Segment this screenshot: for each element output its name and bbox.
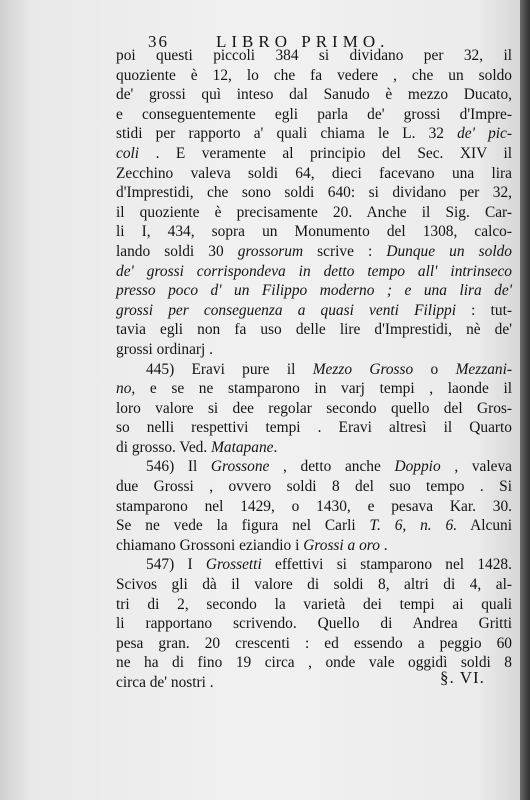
text-span: grossi ordinarj .: [116, 340, 214, 358]
italic-text: Mezzani-: [455, 360, 512, 378]
text-line: [116, 555, 512, 575]
text-span: lando soldi 30: [116, 242, 238, 260]
text-span: Se ne vede la figura nel Carli: [116, 517, 370, 535]
text-line: [116, 575, 512, 595]
text-line: [116, 360, 512, 380]
text-line: [116, 516, 512, 536]
text-span: de' grossi quì inteso dal Sanudo è mezzo Ducato,: [116, 86, 512, 104]
italic-text: no: [116, 380, 132, 398]
text-span: 445) Eravi pure il: [146, 360, 313, 378]
text-span: so nelli respettivi tempi . Eravi altresì il Quarto: [116, 419, 512, 437]
text-span: pesa gran. 20 crescenti : ed essendo a peggio 60: [116, 634, 512, 652]
text-span: stidi per rapporto a' quali chiama le L. 32: [116, 125, 458, 143]
italic-text: grossorum: [237, 242, 304, 260]
text-line: [116, 614, 512, 634]
text-span: tavia egli non fa uso delle lire d'Imprestidi, nè de': [116, 321, 512, 339]
text-span: ne ha di fino 19 circa , onde vale oggidì soldi 8: [116, 654, 512, 672]
text-span: e conseguentemente egli parla de' grossi d'Impre-: [116, 105, 512, 123]
italic-text: presso poco d' un Filippo moderno ; e una lira de': [116, 282, 512, 300]
text-line: [116, 438, 512, 458]
catchword: §. VI.: [440, 668, 485, 687]
text-span: . E veramente al principio del Sec. XIV il: [139, 144, 512, 162]
text-span: , detto anche: [269, 458, 395, 476]
italic-text: coli: [116, 144, 140, 162]
text-line: [116, 320, 512, 340]
page-edge-shadow: [520, 0, 530, 800]
text-span: , valeva: [440, 458, 512, 476]
body-text: [116, 46, 512, 693]
text-span: 547) I: [146, 556, 206, 574]
text-line: [116, 203, 512, 223]
text-span: o: [413, 360, 456, 378]
text-span: chiamano Grossoni eziandio i: [116, 536, 304, 554]
text-span: poi questi piccoli 384 si dividano per 32, il: [116, 47, 512, 64]
text-line: [116, 379, 512, 399]
page-number: 36: [148, 32, 169, 51]
text-line: [116, 477, 512, 497]
text-span: 546) Il: [146, 458, 211, 476]
text-line: [116, 536, 512, 556]
italic-text: Mezzo Grosso: [312, 360, 414, 378]
text-span: due Grossi , ovvero soldi 8 del suo tempo . Si: [116, 478, 512, 496]
text-line: [116, 66, 512, 86]
text-span: Scivos gli dà il valore di soldi 8, altri di 4, al-: [116, 576, 512, 594]
text-line: [116, 222, 512, 242]
italic-text: Grossone: [210, 458, 270, 476]
italic-text: Grossetti: [205, 556, 262, 574]
text-line: [116, 85, 512, 105]
text-span: .: [379, 536, 388, 554]
text-span: scrive :: [303, 242, 387, 260]
text-span: li rapportano scrivendo. Quello di Andrea Gritti: [116, 615, 512, 633]
text-span: stamparono nel 1429, o 1430, e pesava Kar. 30.: [116, 497, 512, 515]
text-line: [116, 144, 512, 164]
text-span: Alcuni: [457, 517, 512, 535]
text-span: d'Imprestidi, che sono soldi 640: si dividano per 32,: [116, 184, 512, 202]
text-span: il quoziente è precisamente 20. Anche il Sig. Car-: [116, 203, 512, 221]
text-line: [116, 242, 512, 262]
italic-text: de' grossi corrispondeva in detto tempo all' intrinseco: [116, 262, 512, 280]
text-line: [116, 281, 512, 301]
text-line: [116, 399, 512, 419]
text-line: [116, 457, 512, 477]
text-span: loro valore si dee regolar secondo quello del Gros-: [116, 399, 512, 417]
text-line: [116, 164, 512, 184]
text-span: : tut-: [456, 301, 512, 319]
italic-text: grossi per conseguenza a quasi venti Filippi: [116, 301, 457, 319]
text-span: di grosso. Ved.: [116, 438, 212, 456]
italic-text: Grossi a oro: [303, 536, 380, 554]
text-span: .: [273, 438, 278, 456]
text-span: effettivi si stamparono nel 1428.: [261, 556, 512, 574]
text-line: [116, 46, 512, 66]
text-line: [116, 497, 512, 517]
text-line: [116, 262, 512, 282]
text-span: li I, 434, sopra un Monumento del 1308, calco-: [116, 223, 512, 241]
text-span: , e se ne stamparono in varj tempi , laonde il: [131, 380, 512, 398]
text-line: [116, 340, 512, 360]
text-line: [116, 124, 512, 144]
text-line: [116, 105, 512, 125]
running-title: LIBRO PRIMO.: [216, 32, 390, 51]
text-span: circa de' nostri .: [116, 674, 214, 691]
italic-text: Dunque un soldo: [386, 242, 512, 260]
text-line: [116, 595, 512, 615]
text-line: [116, 634, 512, 654]
text-line: [116, 301, 512, 321]
italic-text: de' pic-: [457, 125, 512, 143]
italic-text: Matapane: [211, 438, 274, 456]
text-line: [116, 183, 512, 203]
italic-text: Doppio: [394, 458, 441, 476]
text-span: quoziente è 12, lo che fa vedere , che un soldo: [116, 66, 512, 84]
text-span: tri di 2, secondo la varietà dei tempi ai quali: [116, 595, 512, 613]
text-line: [116, 418, 512, 438]
italic-text: T. 6, n. 6.: [369, 517, 458, 535]
text-span: Zecchino valeva soldi 64, dieci facevano una lira: [116, 164, 512, 182]
